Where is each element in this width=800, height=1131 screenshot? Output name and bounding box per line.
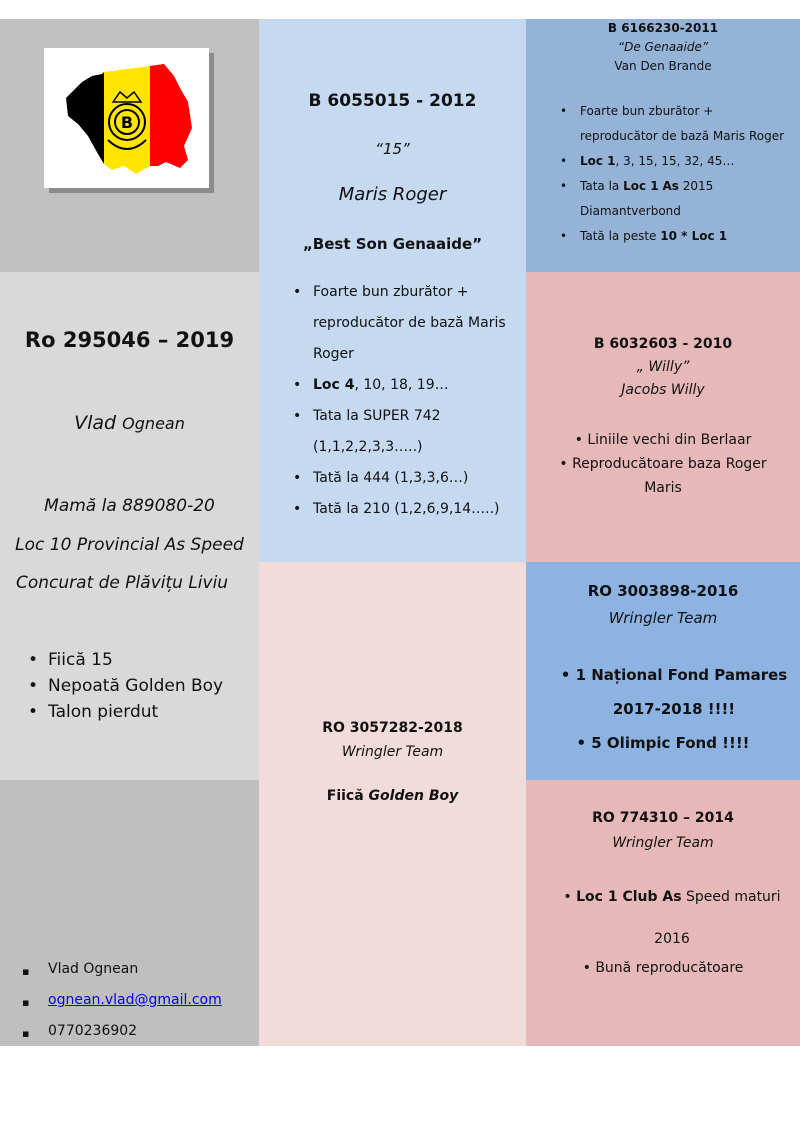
bird-note: • Talon pierdut <box>22 699 223 725</box>
sire-sire-cell <box>526 19 800 272</box>
dd-list-item-1: • Loc 1 Club As Speed maturi 2016 <box>563 889 781 947</box>
ss-list-item: • Loc 1, 3, 15, 15, 32, 45… <box>554 149 794 174</box>
ds-list <box>526 658 800 760</box>
dd-ring: RO 774310 – 2014 <box>592 810 734 826</box>
ss-list-item: • Tata la Loc 1 As 2015 Diamantverbond <box>554 174 794 224</box>
sire-cell <box>259 19 526 562</box>
dam-cell <box>259 562 526 1046</box>
ss-list-item: • Foarte bun zburător + reproducător de bază Maris Roger <box>554 99 794 149</box>
ds-breeder: Wringler Team <box>608 609 718 627</box>
sire-ring: B 6055015 - 2012 <box>308 91 477 111</box>
contact-email-link[interactable]: ognean.vlad@gmail.com <box>48 992 222 1008</box>
bird-owner-first: Vlad <box>74 412 117 434</box>
bird-ring: Ro 295046 – 2019 <box>24 328 235 352</box>
sire-dam-cell <box>526 272 800 562</box>
bird-note: • Nepoată Golden Boy <box>22 673 223 699</box>
sire-list-item: • Tata la SUPER 742 (1,1,2,2,3,3…..) <box>287 401 519 463</box>
ds-ring: RO 3003898-2016 <box>587 582 739 600</box>
bird-owner-last: Ognean <box>122 414 185 433</box>
contact-email-item <box>0 985 222 1016</box>
belgium-logo <box>44 48 209 188</box>
sire-breeder: Maris Roger <box>338 184 447 205</box>
sd-breeder: Jacobs Willy <box>621 382 705 398</box>
sire-nickname: “15” <box>375 140 410 158</box>
ds-list-item: • 1 Național Fond Pamares 2017-2018 !!!! <box>560 666 788 718</box>
ss-breeder: Van Den Brande <box>614 59 712 73</box>
contact-name: ▪ Vlad Ognean <box>0 954 222 985</box>
belgium-map-icon <box>58 58 198 178</box>
bird-cell <box>0 272 259 780</box>
sire-title: „Best Son Genaaide” <box>302 235 483 253</box>
sire-list <box>287 277 519 525</box>
ss-ring: B 6166230-2011 <box>607 21 719 35</box>
sire-list-item: • Loc 4, 10, 18, 19… <box>287 370 519 401</box>
sd-list-item: • Liniile vechi din Berlaar <box>574 432 752 448</box>
sd-list <box>526 428 800 500</box>
bird-note: • Fiică 15 <box>22 647 223 673</box>
ss-list-item: • Tată la peste 10 * Loc 1 <box>554 224 794 249</box>
dam-description: Fiică Golden Boy <box>326 788 459 804</box>
contact-phone: ▪ 0770236902 <box>0 1016 222 1046</box>
svg-text:B: B <box>120 113 134 132</box>
dam-ring: RO 3057282-2018 <box>322 720 463 736</box>
sd-ring: B 6032603 - 2010 <box>593 336 733 352</box>
ss-list <box>554 99 794 249</box>
bird-mother-of: Mamă la 889080-20 <box>44 496 215 516</box>
sire-list-item: • Foarte bun zburător + reproducător de bază Maris Roger <box>287 277 519 370</box>
bird-place: Loc 10 Provincial As Speed <box>15 535 244 555</box>
dd-breeder: Wringler Team <box>612 835 714 851</box>
bird-raced-by: Concurat de Plăvițu Liviu <box>16 573 229 593</box>
ss-nickname: “De Genaaide” <box>617 40 709 54</box>
sire-list-item: • Tată la 210 (1,2,6,9,14…..) <box>287 494 519 525</box>
dam-sire-cell <box>526 562 800 780</box>
dd-list-item-2: • Bună reproducătoare <box>582 960 744 976</box>
contact-list <box>0 954 222 1046</box>
sd-nickname: „ Willy” <box>636 359 690 375</box>
sire-list-item: • Tată la 444 (1,3,3,6…) <box>287 463 519 494</box>
bird-owner <box>0 412 259 434</box>
dam-breeder: Wringler Team <box>341 744 444 760</box>
logo-cell <box>0 19 259 272</box>
dam-dam-cell <box>526 780 800 1046</box>
contact-cell <box>0 780 259 1046</box>
ds-list-item: • 5 Olimpic Fond !!!! <box>576 734 750 752</box>
sd-list-item: • Reproducătoare baza Roger Maris <box>559 456 767 496</box>
bird-notes <box>22 647 223 725</box>
